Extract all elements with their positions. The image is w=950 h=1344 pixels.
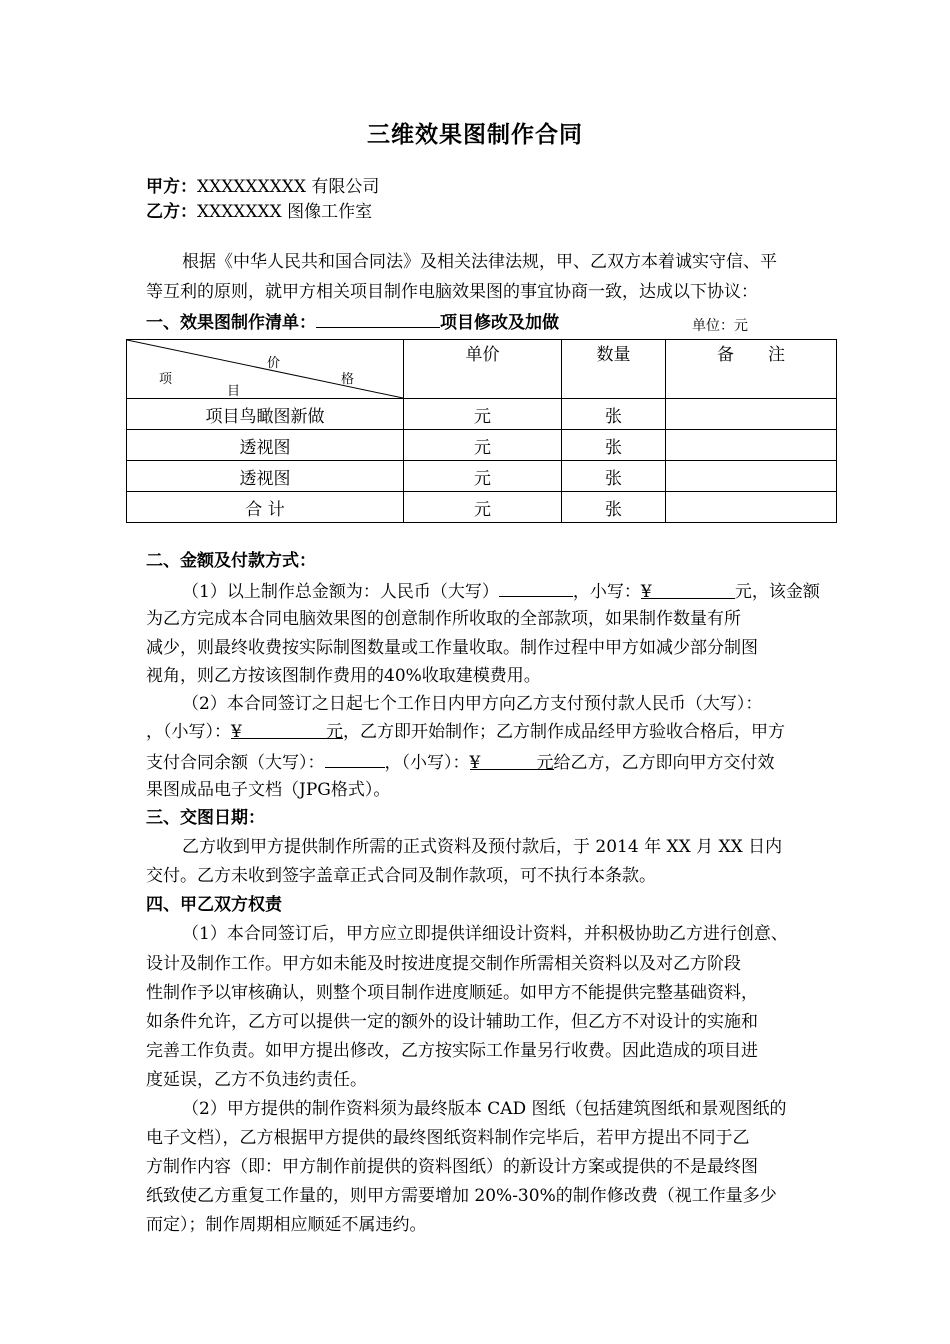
table-row: [127, 430, 837, 461]
text-span: ，小写：: [572, 582, 641, 602]
row-qty: 张: [562, 399, 666, 430]
document-title: 三维效果图制作合同: [367, 122, 583, 148]
row-item: 合 计: [127, 492, 404, 523]
blank-deposit-figure: [231, 722, 343, 742]
sec3-line-1: 乙方收到甲方提供制作所需的正式资料及预付款后，于 2014 年 XX 月 XX 日内: [182, 837, 783, 857]
sec2-p2-line-1: （2）本合同签订之日起七个工作日内甲方向乙方支付预付款人民币（大写）：: [182, 694, 763, 714]
sec3-line-2: 交付。乙方未收到签字盖章正式合同及制作款项，可不执行本条款。: [146, 866, 656, 886]
party-a-value: XXXXXXXXX 有限公司: [197, 177, 380, 197]
row-note: [666, 399, 837, 430]
table-header-row: [127, 340, 837, 399]
row-item: 透视图: [127, 461, 404, 492]
blank-total-capital: [499, 580, 573, 597]
row-qty: 张: [562, 430, 666, 461]
diag-label-item: 项: [159, 372, 173, 387]
header-quantity: 数量: [562, 340, 666, 399]
table-row: [127, 461, 837, 492]
yen-sign: ¥: [469, 753, 481, 773]
sec2-p1-line-4: 视角，则乙方按该图制作费用的40%收取建模费用。: [146, 666, 541, 686]
sec4-p2-line: 电子文档），乙方根据甲方提供的最终图纸资料制作完毕后，若甲方提出不同于乙: [146, 1128, 750, 1148]
yuan-label: 元: [326, 722, 343, 742]
sec4-p1-line: 度延误，乙方不负违约责任。: [146, 1070, 367, 1090]
row-price: 元: [404, 430, 562, 461]
sec4-p1-line: 如条件允许，乙方可以提供一定的额外的设计辅助工作，但乙方不对设计的实施和: [146, 1012, 758, 1032]
sec4-p1-line: 设计及制作工作。甲方如未能及时按进度提交制作所需相关资料以及对乙方阶段: [146, 954, 741, 974]
unit-label: 单位：元: [692, 318, 748, 334]
sec4-p2-line: 纸致使乙方重复工作量的，则甲方需要增加 20%-30%的制作修改费（视工作量多少: [146, 1186, 777, 1206]
sec4-p1-line: 性制作予以审核确认，则整个项目制作进度顺延。如甲方不能提供完整基础资料，: [146, 983, 758, 1003]
section-2-heading: 二、金额及付款方式：: [146, 551, 316, 571]
blank-total-figure: [640, 582, 735, 602]
row-note: [666, 492, 837, 523]
party-a: [146, 177, 379, 197]
party-a-label: 甲方：: [146, 177, 197, 197]
row-note: [666, 430, 837, 461]
text-span: 支付合同余额（大写）：: [146, 753, 325, 773]
blank-balance-capital: [325, 751, 385, 768]
table-row: [127, 399, 837, 430]
header-unit-price: 单价: [404, 340, 562, 399]
row-item: 项目鸟瞰图新做: [127, 399, 404, 430]
row-price: 元: [404, 399, 562, 430]
text-span: 给乙方，乙方即向甲方交付效: [553, 753, 775, 773]
sec2-p1-line-1: [182, 580, 820, 602]
yuan-label: 元: [536, 753, 554, 773]
sec4-p2-line: 方制作内容（即：甲方制作前提供的资料图纸）的新设计方案或提供的不是最终图: [146, 1157, 758, 1177]
diag-label-grid: 格: [341, 372, 355, 387]
yen-sign: ¥: [640, 582, 652, 602]
intro-line-1: 根据《中华人民共和国合同法》及相关法律法规，甲、乙双方本着诚实守信、平: [182, 252, 777, 272]
row-price: 元: [404, 461, 562, 492]
text-span: （1）以上制作总金额为：人民币（大写）: [182, 582, 499, 602]
yen-sign: ¥: [231, 722, 242, 742]
text-span: ，（小写）：: [384, 753, 470, 773]
sec2-p1-line-2: 为乙方完成本合同电脑效果图的创意制作所收取的全部款项，如果制作数量有所: [146, 609, 741, 629]
row-price: 元: [404, 492, 562, 523]
row-item: 透视图: [127, 430, 404, 461]
sec2-p2-line-3: [146, 751, 775, 773]
intro-line-2: 等互利的原则，就甲方相关项目制作电脑效果图的事宜协商一致，达成以下协议：: [146, 282, 758, 302]
diag-label-price: 价: [267, 356, 281, 371]
section-1-heading: [146, 311, 559, 333]
blank-balance-figure: [469, 753, 554, 773]
items-table: [126, 339, 837, 523]
sec4-p2-line: （2）甲方提供的制作资料须为最终版本 CAD 图纸（包括建筑图纸和景观图纸的: [182, 1099, 787, 1119]
row-qty: 张: [562, 492, 666, 523]
blank-project-name: [316, 311, 440, 328]
sec2-p1-line-3: 减少，则最终收费按实际制图数量或工作量收取。制作过程中甲方如减少部分制图: [146, 638, 758, 658]
party-b: [146, 202, 372, 222]
sec4-p1-line: （1）本合同签订后，甲方应立即提供详细设计资料，并积极协助乙方进行创意、: [182, 924, 788, 944]
section-3-heading: 三、交图日期：: [146, 808, 265, 828]
section-1-tail: 项目修改及加做: [440, 313, 559, 333]
row-qty: 张: [562, 461, 666, 492]
header-remarks: 备 注: [666, 340, 837, 399]
text-span: ，乙方即开始制作；乙方制作成品经甲方验收合格后，甲方: [343, 722, 785, 742]
sec4-p2-line: 而定）；制作周期相应顺延不属违约。: [146, 1215, 427, 1235]
party-b-value: XXXXXXX 图像工作室: [197, 202, 373, 222]
diagonal-header-cell: [127, 340, 404, 399]
section-1-title: 一、效果图制作清单：: [146, 313, 316, 333]
sec2-p2-line-2: [146, 722, 785, 742]
text-span: 元，该金额: [734, 582, 820, 602]
party-b-label: 乙方：: [146, 202, 197, 222]
sec4-p1-line: 完善工作负责。如甲方提出修改，乙方按实际工作量另行收费。因此造成的项目进: [146, 1041, 758, 1061]
section-4-heading: 四、甲乙双方权责: [146, 895, 282, 915]
sec2-p2-line-4: 果图成品电子文档（JPG格式）。: [146, 780, 391, 800]
table-row: [127, 492, 837, 523]
row-note: [666, 461, 837, 492]
text-span: ，（小写）：: [146, 722, 231, 742]
diag-label-mu: 目: [227, 384, 241, 399]
